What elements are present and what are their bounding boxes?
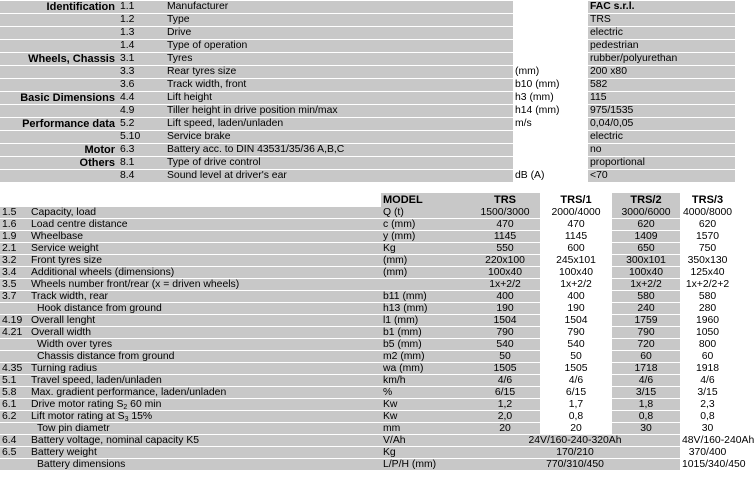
spec-label: Wheels number front/rear (x = driven wheels) — [29, 279, 381, 291]
model-spec-row — [0, 243, 735, 255]
model-value: 1x+2/2+2 — [680, 279, 735, 291]
model-value: 400 — [470, 291, 540, 303]
category-label: Identification — [0, 1, 118, 14]
spec-unit: (mm) — [381, 255, 470, 267]
spec-number: 5.8 — [0, 387, 29, 399]
model-value: 350x130 — [680, 255, 735, 267]
spec-number: 1.6 — [0, 219, 29, 231]
model-spec-row — [0, 279, 735, 291]
model-value: 400 — [540, 291, 612, 303]
spec-unit: (mm) — [381, 267, 470, 279]
model-value: 240 — [612, 303, 680, 315]
spec-unit: b11 (mm) — [381, 291, 470, 303]
spec-number: 6.5 — [0, 447, 29, 459]
model-spec-row — [0, 255, 735, 267]
spec-number — [0, 459, 29, 471]
model-value: 4/6 — [470, 375, 540, 387]
spec-unit — [513, 157, 588, 170]
spec-number: 5.1 — [0, 375, 29, 387]
spec-unit: Kw — [381, 399, 470, 411]
category-label: Others — [0, 157, 118, 170]
spec-label — [29, 411, 381, 423]
model-value: 30 — [612, 423, 680, 435]
spec-label: Drive — [165, 27, 513, 40]
category-label — [0, 27, 118, 40]
category-label — [0, 170, 118, 183]
spec-label-subscript: 3 — [124, 415, 129, 423]
spec-number — [0, 303, 29, 315]
model-value-span: 770/310/450 — [470, 459, 680, 471]
model-value: 620 — [612, 219, 680, 231]
spec-number: 3.2 — [0, 255, 29, 267]
spec-row — [0, 66, 735, 79]
category-label — [0, 40, 118, 53]
spec-unit: V/Ah — [381, 435, 470, 447]
model-value: 6/15 — [540, 387, 612, 399]
spec-unit — [381, 279, 470, 291]
model-spec-row — [0, 219, 735, 231]
model-value-span: 170/210 — [470, 447, 680, 459]
spec-value: FAC s.r.l. — [588, 1, 735, 14]
model-value: 470 — [470, 219, 540, 231]
model-value: 190 — [540, 303, 612, 315]
model-value: 3/15 — [612, 387, 680, 399]
spec-value: electric — [588, 131, 735, 144]
spec-value: <70 — [588, 170, 735, 183]
model-value: 1570 — [680, 231, 735, 243]
category-label — [0, 66, 118, 79]
spec-label-text: Lift motor rating at S — [31, 410, 125, 422]
spec-value: pedestrian — [588, 40, 735, 53]
model-spec-table — [0, 193, 754, 471]
model-spec-row — [0, 207, 735, 219]
spec-value: 200 x80 — [588, 66, 735, 79]
model-header-trs2: TRS/2 — [612, 193, 680, 207]
spec-label: Wheelbase — [29, 231, 381, 243]
spec-label: Tow pin diametr — [29, 423, 381, 435]
model-spec-row — [0, 315, 735, 327]
spec-value: proportional — [588, 157, 735, 170]
spec-number: 3.1 — [118, 53, 165, 66]
spec-value: electric — [588, 27, 735, 40]
model-value: 1504 — [540, 315, 612, 327]
spec-label-text: Drive motor rating S — [31, 398, 124, 410]
spec-row — [0, 53, 735, 66]
model-value: 540 — [470, 339, 540, 351]
model-value: 790 — [612, 327, 680, 339]
model-spec-row — [0, 231, 735, 243]
model-value: 3000/6000 — [612, 207, 680, 219]
spec-row — [0, 92, 735, 105]
spec-label-text: 60 min — [127, 398, 162, 410]
spec-number: 4.35 — [0, 363, 29, 375]
model-value: 20 — [470, 423, 540, 435]
model-value: 1145 — [470, 231, 540, 243]
spec-label: Max. gradient performance, laden/unladen — [29, 387, 381, 399]
model-header-row — [0, 193, 735, 207]
spec-label: Manufacturer — [165, 1, 513, 14]
spec-number: 4.9 — [118, 105, 165, 118]
spec-number: 6.4 — [0, 435, 29, 447]
category-label: Motor — [0, 144, 118, 157]
spec-label-text: 15% — [128, 410, 153, 422]
model-spec-row — [0, 291, 735, 303]
model-value: 1409 — [612, 231, 680, 243]
spec-label: Travel speed, laden/unladen — [29, 375, 381, 387]
model-value: 750 — [680, 243, 735, 255]
spec-unit: b1 (mm) — [381, 327, 470, 339]
model-value: 580 — [680, 291, 735, 303]
category-label: Basic Dimensions — [0, 92, 118, 105]
spec-unit: % — [381, 387, 470, 399]
model-value: 800 — [680, 339, 735, 351]
model-value: 0,8 — [612, 411, 680, 423]
spec-unit — [513, 144, 588, 157]
category-label — [0, 14, 118, 27]
model-value: 540 — [540, 339, 612, 351]
spec-number: 3.7 — [0, 291, 29, 303]
spec-unit: Kw — [381, 411, 470, 423]
model-value: 1718 — [612, 363, 680, 375]
spec-unit: h14 (mm) — [513, 105, 588, 118]
spec-row — [0, 144, 735, 157]
spec-number: 1.9 — [0, 231, 29, 243]
spec-label: Capacity, load — [29, 207, 381, 219]
model-value: 1x+2/2 — [470, 279, 540, 291]
model-spec-row — [0, 399, 735, 411]
model-value: 2,3 — [680, 399, 735, 411]
spec-label: Battery acc. to DIN 43531/35/36 A,B,C — [165, 144, 513, 157]
model-value: 1x+2/2 — [612, 279, 680, 291]
model-value: 60 — [680, 351, 735, 363]
model-value: 60 — [612, 351, 680, 363]
spec-number: 1.3 — [118, 27, 165, 40]
model-value: 48V/160-240Ah — [682, 434, 754, 446]
model-value: 1505 — [470, 363, 540, 375]
spec-number: 1.4 — [118, 40, 165, 53]
spec-number: 1.5 — [0, 207, 29, 219]
spec-unit: h13 (mm) — [381, 303, 470, 315]
model-header-trs1: TRS/1 — [560, 194, 592, 206]
model-value: 1504 — [470, 315, 540, 327]
spec-label: Width over tyres — [29, 339, 381, 351]
spec-label: Chassis distance from ground — [29, 351, 381, 363]
spec-label: Battery weight — [29, 447, 381, 459]
spec-value: 115 — [588, 92, 735, 105]
spec-value: no — [588, 144, 735, 157]
model-header-trs3: TRS/3 — [691, 194, 724, 206]
model-value: 1505 — [540, 363, 612, 375]
model-value: 6/15 — [470, 387, 540, 399]
spec-number: 8.4 — [118, 170, 165, 183]
spec-unit: wa (mm) — [381, 363, 470, 375]
spec-label: Sound level at driver's ear — [165, 170, 513, 183]
spec-value: rubber/polyurethan — [588, 53, 735, 66]
spec-label: Track width, rear — [29, 291, 381, 303]
spec-label: Overall width — [29, 327, 381, 339]
spec-unit — [513, 1, 588, 14]
spec-label: Type of drive control — [165, 157, 513, 170]
spec-unit: c (mm) — [381, 219, 470, 231]
spec-label-subscript: 2 — [123, 403, 128, 411]
model-value: 580 — [612, 291, 680, 303]
model-value: 1050 — [680, 327, 735, 339]
model-spec-row — [0, 375, 735, 387]
spec-number: 4.4 — [118, 92, 165, 105]
model-value: 280 — [680, 303, 735, 315]
model-value: 790 — [470, 327, 540, 339]
spec-number: 6.1 — [0, 399, 29, 411]
model-value: 4/6 — [680, 375, 735, 387]
spec-row — [0, 105, 735, 118]
spec-label: Tiller height in drive position min/max — [165, 105, 513, 118]
model-value: 4000/8000 — [680, 207, 735, 219]
spec-unit: (mm) — [513, 66, 588, 79]
spec-unit: b10 (mm) — [513, 79, 588, 92]
spec-label: Service brake — [165, 131, 513, 144]
model-value: 50 — [540, 351, 612, 363]
spec-number: 4.19 — [0, 315, 29, 327]
spec-row — [0, 79, 735, 92]
spec-label: Hook distance from ground — [29, 303, 381, 315]
spec-value: 582 — [588, 79, 735, 92]
spec-row — [0, 131, 735, 144]
model-value: 650 — [612, 243, 680, 255]
model-spec-row — [0, 303, 735, 315]
model-value: 1015/340/450 — [682, 458, 746, 470]
model-value: 1145 — [540, 231, 612, 243]
spec-number: 3.4 — [0, 267, 29, 279]
model-spec-row — [0, 267, 735, 279]
model-spec-row — [0, 363, 735, 375]
spec-number — [0, 351, 29, 363]
spec-unit: km/h — [381, 375, 470, 387]
model-value: 190 — [470, 303, 540, 315]
model-value: 600 — [540, 243, 612, 255]
model-spec-row — [0, 447, 735, 459]
model-value: 100x40 — [540, 267, 612, 279]
model-value: 1759 — [612, 315, 680, 327]
model-value: 550 — [470, 243, 540, 255]
model-spec-row — [0, 435, 735, 447]
spec-unit: l1 (mm) — [381, 315, 470, 327]
model-value: 100x40 — [612, 267, 680, 279]
spec-number: 5.2 — [118, 118, 165, 131]
spec-value: 0,04/0,05 — [588, 118, 735, 131]
model-spec-row — [0, 387, 735, 399]
spec-unit — [513, 27, 588, 40]
model-value: 1,2 — [470, 399, 540, 411]
model-value: 4/6 — [612, 375, 680, 387]
spec-unit: Q (t) — [381, 207, 470, 219]
model-value: 370/400 — [680, 447, 735, 459]
spec-unit: y (mm) — [381, 231, 470, 243]
spec-unit: Kg — [381, 243, 470, 255]
spec-row — [0, 157, 735, 170]
spec-label: Tyres — [165, 53, 513, 66]
model-spec-row — [0, 339, 735, 351]
model-header-trs: TRS — [470, 193, 540, 207]
category-label — [0, 105, 118, 118]
spec-label: Type — [165, 14, 513, 27]
spec-number — [0, 423, 29, 435]
model-value: 2,0 — [470, 411, 540, 423]
spec-unit — [513, 53, 588, 66]
spec-unit: mm — [381, 423, 470, 435]
spec-label: Turning radius — [29, 363, 381, 375]
spec-number: 5.10 — [118, 131, 165, 144]
model-value: 1500/3000 — [470, 207, 540, 219]
spec-label: Front tyres size — [29, 255, 381, 267]
spec-row — [0, 170, 735, 183]
category-label: Wheels, Chassis — [0, 53, 118, 66]
spec-label — [29, 399, 381, 411]
spec-number: 6.3 — [118, 144, 165, 157]
model-value-span: 24V/160-240-320Ah — [470, 435, 680, 447]
spec-label: Battery dimensions — [29, 459, 381, 471]
spec-unit: dB (A) — [513, 170, 588, 183]
spec-value: TRS — [588, 14, 735, 27]
spec-number: 8.1 — [118, 157, 165, 170]
spec-label: Rear tyres size — [165, 66, 513, 79]
spec-unit — [513, 14, 588, 27]
spec-row — [0, 14, 735, 27]
model-value: 125x40 — [680, 267, 735, 279]
spec-value: 975/1535 — [588, 105, 735, 118]
model-spec-row — [0, 423, 735, 435]
model-value: 1,7 — [540, 399, 612, 411]
spec-label: Service weight — [29, 243, 381, 255]
model-spec-row — [0, 459, 735, 471]
spec-unit: h3 (mm) — [513, 92, 588, 105]
category-label — [0, 131, 118, 144]
spec-row — [0, 1, 735, 14]
model-value: 245x101 — [540, 255, 612, 267]
model-value: 3/15 — [680, 387, 735, 399]
model-value: 1918 — [680, 363, 735, 375]
spec-label: Type of operation — [165, 40, 513, 53]
spec-unit: m2 (mm) — [381, 351, 470, 363]
model-value: 720 — [612, 339, 680, 351]
model-value: 620 — [680, 219, 735, 231]
spec-unit: b5 (mm) — [381, 339, 470, 351]
model-header: MODEL — [381, 193, 470, 207]
spec-row — [0, 40, 735, 53]
spec-number: 3.5 — [0, 279, 29, 291]
spec-label: Track width, front — [165, 79, 513, 92]
spec-unit — [513, 40, 588, 53]
model-value: 50 — [470, 351, 540, 363]
model-value: 20 — [540, 423, 612, 435]
model-value: 100x40 — [470, 267, 540, 279]
spec-number: 3.3 — [118, 66, 165, 79]
spec-label: Lift height — [165, 92, 513, 105]
spec-unit — [513, 131, 588, 144]
spec-label: Battery voltage, nominal capacity K5 — [29, 435, 381, 447]
spec-label: Overall lenght — [29, 315, 381, 327]
spec-number: 1.2 — [118, 14, 165, 27]
model-value: 1960 — [680, 315, 735, 327]
model-value: 470 — [540, 219, 612, 231]
spec-unit: L/P/H (mm) — [381, 459, 470, 471]
top-spec-table — [0, 1, 735, 183]
spec-number: 2.1 — [0, 243, 29, 255]
spec-label: Lift speed, laden/unladen — [165, 118, 513, 131]
spec-unit: Kg — [381, 447, 470, 459]
model-value: 790 — [540, 327, 612, 339]
spec-row — [0, 27, 735, 40]
spec-number — [0, 339, 29, 351]
model-spec-row — [0, 327, 735, 339]
model-value: 0,8 — [680, 411, 735, 423]
spec-number: 1.1 — [118, 1, 165, 14]
model-value: 2000/4000 — [540, 207, 612, 219]
spec-number: 3.6 — [118, 79, 165, 92]
model-value: 0,8 — [540, 411, 612, 423]
model-spec-row — [0, 411, 735, 423]
model-spec-row — [0, 351, 735, 363]
spec-row — [0, 118, 735, 131]
model-value: 30 — [680, 423, 735, 435]
model-value: 1x+2/2 — [540, 279, 612, 291]
category-label — [0, 79, 118, 92]
spec-number: 4.21 — [0, 327, 29, 339]
category-label: Performance data — [0, 118, 118, 131]
spec-number: 6.2 — [0, 411, 29, 423]
model-value: 4/6 — [540, 375, 612, 387]
spec-label: Load centre distance — [29, 219, 381, 231]
spec-label: Additional wheels (dimensions) — [29, 267, 381, 279]
model-value: 300x101 — [612, 255, 680, 267]
model-value: 220x100 — [470, 255, 540, 267]
model-value: 1,8 — [612, 399, 680, 411]
spec-unit: m/s — [513, 118, 588, 131]
